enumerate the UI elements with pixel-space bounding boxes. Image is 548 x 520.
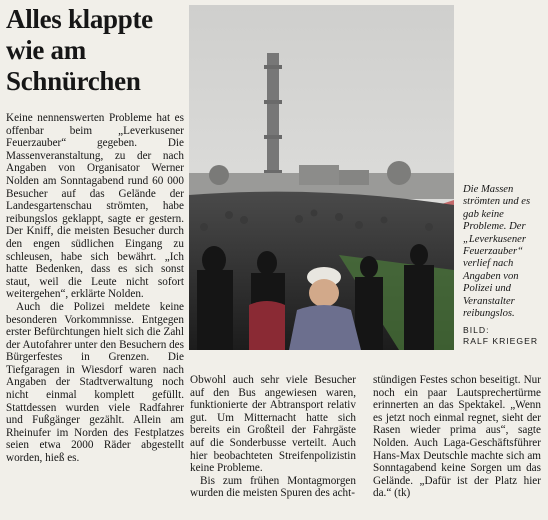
credit-label: BILD:	[463, 325, 490, 335]
crowd-photo	[189, 5, 454, 350]
photo-caption: Die Massen strömten und es gab keine Probleme. Der „Leverkusener Feuerzauber“ verlief nach Angaben von Polizei und Veranstalter reibungslos.	[463, 184, 531, 320]
paragraph: stündigen Festes schon beseitigt. Nur noch ein paar Lautsprechertürme erinnerten an das Spektakel. „Wenn es jetzt noch einmal regnet, sieht der Rasen wieder prima aus“, sagte Nolden. Auch Laga-Geschäftsführer Hans-Max Deutschle machte sich am Sonntagabend keine Sorgen um das Gelände. „Dafür ist der Platz hier da.“ (tk)	[373, 374, 541, 500]
crowd-photo-illustration	[189, 5, 454, 350]
headline-line-1: Alles klappte	[6, 4, 153, 34]
paragraph: Auch die Polizei meldete keine besonderen Vorkommnisse. Entgegen erster Befürchtungen hielt sich die Zahl der Autofahrer unter den Besuchern des Bürgerfestes in Grenzen. Die Tiefgaragen in Wiesdorf waren nach Angaben der Stadtverwaltung noch nicht einmal komplett gefüllt. Stattdessen wurden viele Radfahrer und Fußgänger gezählt. Allein am Rheinufer im Norden des Festplatzes seien etwa 2000 Räder abgestellt worden, hieß es.	[6, 300, 184, 465]
photo-credit	[463, 325, 543, 347]
headline	[6, 4, 184, 97]
paragraph: Obwohl auch sehr viele Besucher auf den Bus angewiesen waren, funktionierte der Abtransport relativ gut. Um Mitternacht hatte sich bereits ein Großteil der Fahrgäste auf die Sonderbusse verteilt. Auch hier beobachteten Streifenpolizistin keine Probleme.	[190, 374, 356, 475]
paragraph: Keine nennenswerten Probleme hat es offenbar beim „Leverkusener Feuerzauber“ gegeben. Die Massenveranstaltung, zu der nach Angaben von Organisator Werner Nolden am Sonntagabend rund 60 000 Besucher auf das Gelände der Landesgartenschau strömten, habe reibungslos geklappt, sagte er gestern. Der Kniff, die meisten Besucher durch den engen südlichen Eingang zu schleusen, habe sich bewährt. „Ich hatte Bedenken, dass es sich sonst staut, weil die Leute nicht sofort weitergehen“, erklärte Nolden.	[6, 112, 184, 301]
article-column-1	[6, 112, 184, 465]
headline-line-3: Schnürchen	[6, 66, 141, 96]
headline-line-2: wie am	[6, 35, 86, 65]
paragraph: Bis zum frühen Montagmorgen wurden die meisten Spuren des acht-	[190, 474, 356, 500]
credit-name: RALF KRIEGER	[463, 336, 539, 346]
article-column-3	[373, 374, 541, 500]
article-column-2	[190, 374, 356, 500]
